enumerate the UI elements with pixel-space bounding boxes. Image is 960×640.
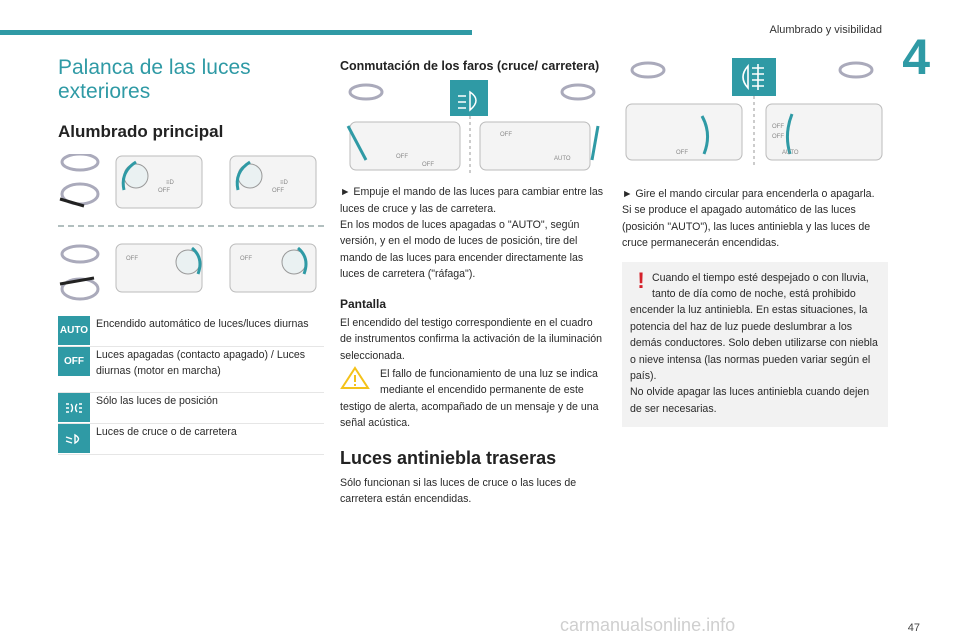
svg-text:AUTO: AUTO	[782, 150, 799, 156]
para-push-lever: ► Empuje el mando de las luces para cambiar entre las luces de cruce y las de carretera.	[340, 186, 604, 215]
svg-text:OFF: OFF	[396, 154, 408, 161]
column-3	[622, 58, 888, 427]
svg-text:OFF: OFF	[126, 256, 138, 263]
row-text: Sólo las luces de posición	[96, 395, 218, 408]
note-box	[622, 262, 888, 428]
para-turn-ring: ► Gire el mando circular para encenderla o apagarla.	[622, 188, 875, 200]
position-lights-icon	[58, 393, 90, 423]
para-display: El encendido del testigo correspondiente en el cuadro de instrumentos confirma la activación de la iluminación seleccionada.	[340, 316, 603, 362]
dipped-beam-icon	[58, 424, 90, 454]
column-1	[58, 56, 324, 455]
svg-text:≡D: ≡D	[280, 180, 288, 187]
off-icon: OFF	[58, 347, 90, 377]
watermark: carmanualsonline.info	[560, 615, 736, 635]
svg-text:OFF: OFF	[500, 132, 512, 139]
svg-text:OFF: OFF	[240, 256, 252, 263]
fog-switch-diagram	[622, 58, 888, 168]
note-text: ! Cuando el tiempo esté despejado o con lluvia, tanto de día como de noche, está prohibido encender la luz antiniebla. En estas situaciones, la potencia del haz de luz puede deslumbrar a los demás conductores. Solo deben utilizarse con niebla o nieve intensa (las normas pueden variar según el país).	[630, 267, 878, 383]
auto-icon: AUTO	[58, 316, 90, 346]
warning-text: El fallo de funcionamiento de una luz se indica mediante el encendido permanente de este testigo de alerta, acompañado de un mensaje y de una señal acústica.	[340, 367, 599, 430]
section-title: Alumbrado y visibilidad	[769, 24, 882, 36]
heading-beam-switching: Conmutación de los faros (cruce/ carretera)	[340, 59, 600, 73]
svg-text:OFF: OFF	[422, 162, 434, 169]
svg-text:OFF: OFF	[272, 188, 284, 195]
heading-display: Pantalla	[340, 296, 387, 311]
lever-illustration-1	[58, 154, 324, 304]
lever-illustration-2	[340, 80, 606, 174]
table-row-position	[58, 393, 324, 424]
svg-text:OFF: OFF	[772, 124, 784, 130]
row-text: Luces apagadas (contacto apagado) / Luces diurnas (motor en marcha)	[96, 349, 306, 378]
table-row-dipped	[58, 424, 324, 455]
svg-text:≡D: ≡D	[166, 180, 174, 187]
svg-text:OFF: OFF	[772, 134, 784, 140]
table-row-auto	[58, 316, 324, 347]
para-rear-fog: Sólo funcionan si las luces de cruce o las luces de carretera están encendidas.	[340, 476, 577, 505]
beam-switch-diagram	[340, 80, 606, 174]
heading-rear-fog: Luces antiniebla traseras	[340, 447, 557, 468]
table-row-off	[58, 347, 324, 393]
svg-text:OFF: OFF	[158, 188, 170, 195]
para-flash: En los modos de luces apagadas o "AUTO", según versión, y en el modo de luces de posición, tire del mando de las luces para encender directamente las luces de carretera ("ráfaga").	[340, 219, 584, 281]
high-beam-icon	[450, 80, 488, 116]
row-text: Luces de cruce o de carretera	[96, 426, 237, 439]
svg-text:AUTO: AUTO	[554, 156, 571, 163]
warning-block	[340, 366, 606, 432]
page-title: Palanca de las luces exteriores	[58, 56, 251, 104]
rear-fog-icon	[732, 58, 776, 96]
warning-triangle-icon	[340, 366, 376, 392]
note-tail: No olvide apagar las luces antiniebla cuando dejen de ser necesarias.	[630, 386, 870, 415]
subtitle-main-lighting: Alumbrado principal	[58, 122, 224, 142]
exclamation-icon: !	[637, 267, 645, 293]
header-bar	[0, 30, 472, 35]
light-modes-table	[58, 316, 324, 455]
lever-diagram	[58, 154, 324, 304]
chapter-number: 4	[902, 29, 930, 85]
fog-light-illustration	[622, 58, 888, 168]
page-number: 47	[907, 622, 920, 634]
row-text: Encendido automático de luces/luces diurnas	[96, 318, 309, 331]
para-auto-off: Si se produce el apagado automático de las luces (posición "AUTO"), las luces antiniebla y las luces de cruce permanecerán encendidas.	[622, 204, 871, 250]
column-2	[340, 58, 606, 507]
svg-text:OFF: OFF	[676, 150, 688, 156]
